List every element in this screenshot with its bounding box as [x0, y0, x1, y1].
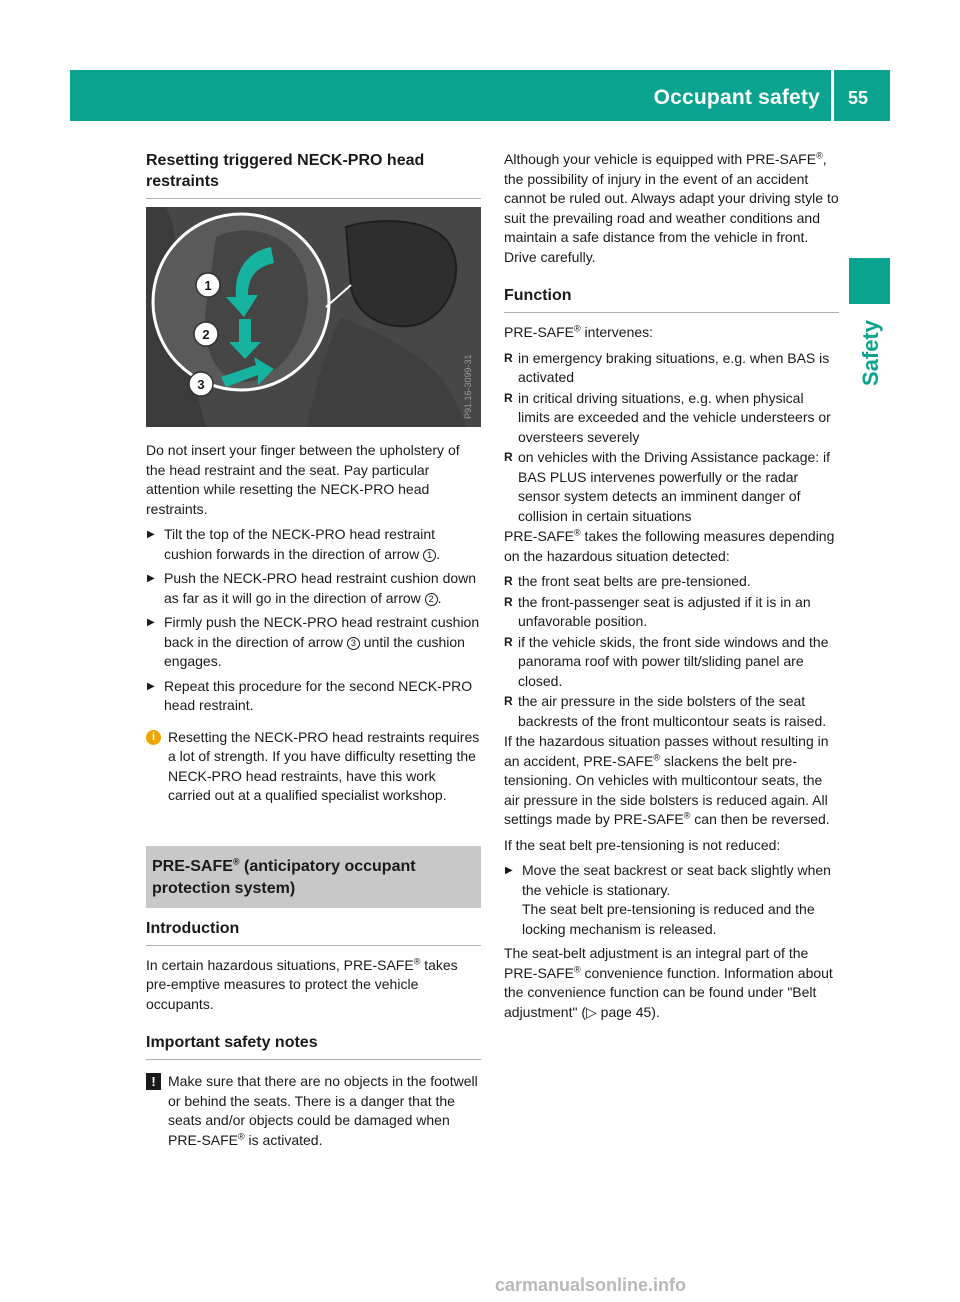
function-heading: Function — [504, 285, 839, 313]
page-title: Occupant safety — [653, 86, 820, 109]
intervene-bullet: R in critical driving situations, e.g. when physical limits are exceeded and the vehicle understeers or oversteers severely — [504, 389, 839, 448]
belt-adjustment-paragraph: The seat-belt adjustment is an integral part of the PRE-SAFE® convenience function. Information about the convenience function can be found under "Belt adjustment" (▷ page 45). — [504, 945, 833, 1020]
callout-2: 2 — [202, 327, 210, 342]
info-note: i Resetting the NECK-PRO head restraints requires a lot of strength. If you have difficulty resetting the NECK-PRO head restraints, have this work carried out at a qualified specialist workshop. — [146, 728, 481, 806]
pre-safe-intro-paragraph: Although your vehicle is equipped with PRE-SAFE®, the possibility of injury in the event of an accident cannot be ruled out. Always adapt your driving style to suit the prevailing road and weather conditions and maintain a safe distance from the vehicle in front. Drive carefully. — [504, 150, 839, 265]
step-4: ▶ Repeat this procedure for the second NECK-PRO head restraint. — [146, 677, 481, 716]
figure-code: P91.16-3099-31 — [463, 354, 473, 419]
warning-icon: ! — [146, 1073, 161, 1090]
measure-bullet: R the air pressure in the side bolsters of the seat backrests of the front multicontour seats is raised. — [504, 692, 839, 731]
introduction-paragraph: In certain hazardous situations, PRE-SAFE® takes pre-emptive measures to protect the vehicle occupants. — [146, 955, 458, 1012]
intervene-bullet: R on vehicles with the Driving Assistance package: if BAS PLUS intervenes powerfully or the radar sensor system detects an imminent danger of collision in certain situations — [504, 448, 839, 526]
measure-bullet: R the front-passenger seat is adjusted if it is in an unfavorable position. — [504, 593, 839, 632]
not-reduced-line: If the seat belt pre-tensioning is not reduced: — [504, 836, 781, 853]
safety-notes-heading: Important safety notes — [146, 1032, 481, 1060]
header-divider — [831, 70, 834, 121]
left-column — [146, 150, 481, 1156]
head-restraint-illustration — [146, 207, 481, 427]
page-ref-arrow-icon: ▷ — [586, 1003, 597, 1020]
intro-paragraph: Do not insert your finger between the upholstery of the head restraint and the seat. Pay particular attention while resetting the NECK-PRO head restraints. — [146, 442, 460, 517]
callout-1: 1 — [204, 278, 212, 293]
measure-bullet: R the front seat belts are pre-tensioned. — [504, 572, 839, 592]
right-column — [504, 150, 839, 1028]
page-number: 55 — [848, 88, 869, 108]
resetting-heading: Resetting triggered NECK-PRO head restraints — [146, 150, 481, 199]
pre-safe-section-heading: PRE-SAFE® (anticipatory occupant protection system) — [146, 846, 481, 908]
callout-3: 3 — [197, 377, 205, 392]
side-label: Safety — [858, 320, 883, 387]
side-tab — [849, 258, 890, 304]
intervene-bullet: R in emergency braking situations, e.g. when BAS is activated — [504, 349, 839, 388]
step-3: ▶ Firmly push the NECK-PRO head restraint cushion back in the direction of arrow 3 until the cushion engages. — [146, 613, 481, 672]
step-2: ▶ Push the NECK-PRO head restraint cushion down as far as it will go in the direction of arrow 2 . — [146, 569, 481, 608]
neck-pro-figure — [146, 207, 481, 427]
warning-note: ! Make sure that there are no objects in the footwell or behind the seats. There is a danger that the seats and/or objects could be damaged when PRE-SAFE® is activated. — [146, 1072, 481, 1150]
step-1: ▶ Tilt the top of the NECK-PRO head restraint cushion forwards in the direction of arrow 1 . — [146, 525, 481, 564]
hazard-passes-paragraph: If the hazardous situation passes without resulting in an accident, PRE-SAFE® slackens the belt pre-tensioning. On vehicles with multicontour seats, the air pressure in the side bolsters is reduced again. All settings made by PRE-SAFE® can then be reversed. — [504, 733, 830, 827]
move-seat-step: ▶ Move the seat backrest or seat back slightly when the vehicle is stationary. The seat belt pre-tensioning is reduced and the locking mechanism is released. — [504, 861, 839, 939]
intervenes-line: PRE-SAFE® intervenes: — [504, 323, 654, 340]
measures-line: PRE-SAFE® takes the following measures depending on the hazardous situation detected: — [504, 527, 835, 564]
info-icon: i — [146, 730, 161, 745]
introduction-heading: Introduction — [146, 918, 481, 946]
measure-bullet: R if the vehicle skids, the front side windows and the panorama roof with power tilt/sliding panel are closed. — [504, 633, 839, 692]
watermark: carmanualsonline.info — [495, 1275, 687, 1295]
